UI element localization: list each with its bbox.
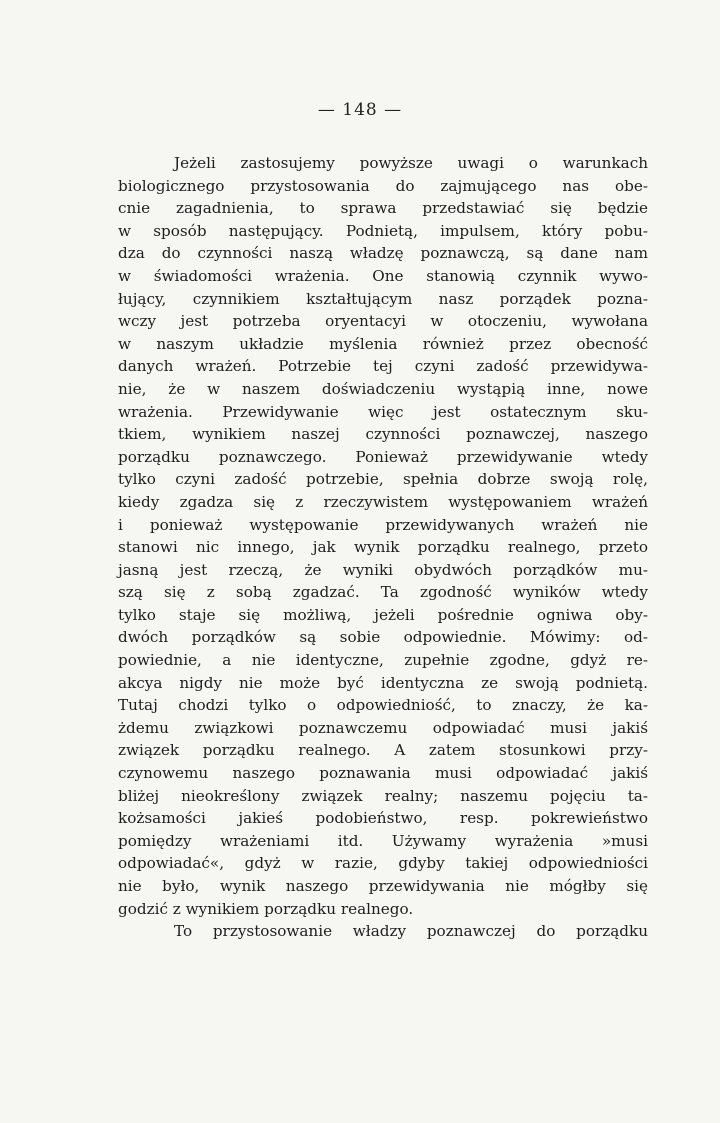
text-line: kiedy zgadza się z rzeczywistem występowaniem wrażeń: [118, 492, 648, 511]
text-line: nie, że w naszem doświadczeniu wystąpią inne, nowe: [118, 379, 648, 398]
text-line: w naszym układzie myślenia również przez obecność: [118, 334, 648, 353]
text-line: bliżej nieokreślony związek realny; naszemu pojęciu ta-: [118, 786, 648, 805]
text-line: łujący, czynnikiem kształtującym nasz porządek pozna-: [118, 289, 648, 308]
text-line: danych wrażeń. Potrzebie tej czyni zadość przewidywa-: [118, 357, 648, 376]
text-line: tylko czyni zadość potrzebie, spełnia dobrze swoją rolę,: [118, 470, 648, 489]
text-line: porządku poznawczego. Ponieważ przewidywanie wtedy: [118, 447, 648, 466]
page-number: — 148 —: [317, 100, 403, 120]
text-line: Jeżeli zastosujemy powyższe uwagi o warunkach: [174, 154, 648, 172]
body-text: [118, 152, 648, 943]
text-line: biologicznego przystosowania do zajmującego nas obe-: [118, 176, 648, 195]
text-line: dza do czynności naszą władzę poznawczą, są dane nam: [118, 244, 648, 263]
text-line: wczy jest potrzeba oryentacyi w otoczeniu, wywołana: [118, 312, 648, 331]
text-line: kożsamości jakieś podobieństwo, resp. pokrewieństwo: [118, 809, 648, 828]
text-line: szą się z sobą zgadzać. Ta zgodność wyników wtedy: [118, 583, 648, 602]
text-line: pomiędzy wrażeniami itd. Używamy wyrażenia »musi: [118, 831, 648, 850]
text-line: związek porządku realnego. A zatem stosunkowi przy-: [118, 741, 648, 760]
text-line: dwóch porządków są sobie odpowiednie. Mówimy: od-: [118, 628, 648, 647]
text-line: w świadomości wrażenia. One stanowią czynnik wywo-: [118, 266, 648, 285]
text-line: To przystosowanie władzy poznawczej do porządku: [174, 922, 648, 941]
text-line: w sposób następujący. Podnietą, impulsem, który pobu-: [118, 221, 648, 240]
text-line: jasną jest rzeczą, że wyniki obydwóch porządków mu-: [118, 560, 648, 579]
text-line: stanowi nic innego, jak wynik porządku realnego, przeto: [118, 538, 648, 557]
text-line: akcya nigdy nie może być identyczna ze swoją podnietą.: [118, 673, 648, 692]
text-line: nie było, wynik naszego przewidywania nie mógłby się: [118, 877, 648, 895]
text-line: godzić z wynikiem porządku realnego.: [118, 899, 414, 918]
text-line: odpowiadać«, gdyż w razie, gdyby takiej odpowiedniości: [118, 854, 648, 873]
text-line: cnie zagadnienia, to sprawa przedstawiać się będzie: [118, 199, 648, 218]
text-line: tylko staje się możliwą, jeżeli pośrednie ogniwa oby-: [118, 605, 648, 624]
text-line: powiednie, a nie identyczne, zupełnie zgodne, gdyż re-: [118, 651, 648, 670]
text-line: czynowemu naszego poznawania musi odpowiadać jakiś: [118, 764, 648, 783]
text-line: tkiem, wynikiem naszej czynności poznawczej, naszego: [118, 425, 648, 444]
text-line: i ponieważ występowanie przewidywanych wrażeń nie: [118, 515, 648, 534]
text-line: wrażenia. Przewidywanie więc jest ostatecznym sku-: [118, 402, 648, 421]
text-line: żdemu związkowi poznawczemu odpowiadać musi jakiś: [118, 718, 648, 737]
text-line: Tutaj chodzi tylko o odpowiedniość, to znaczy, że ka-: [118, 696, 648, 715]
